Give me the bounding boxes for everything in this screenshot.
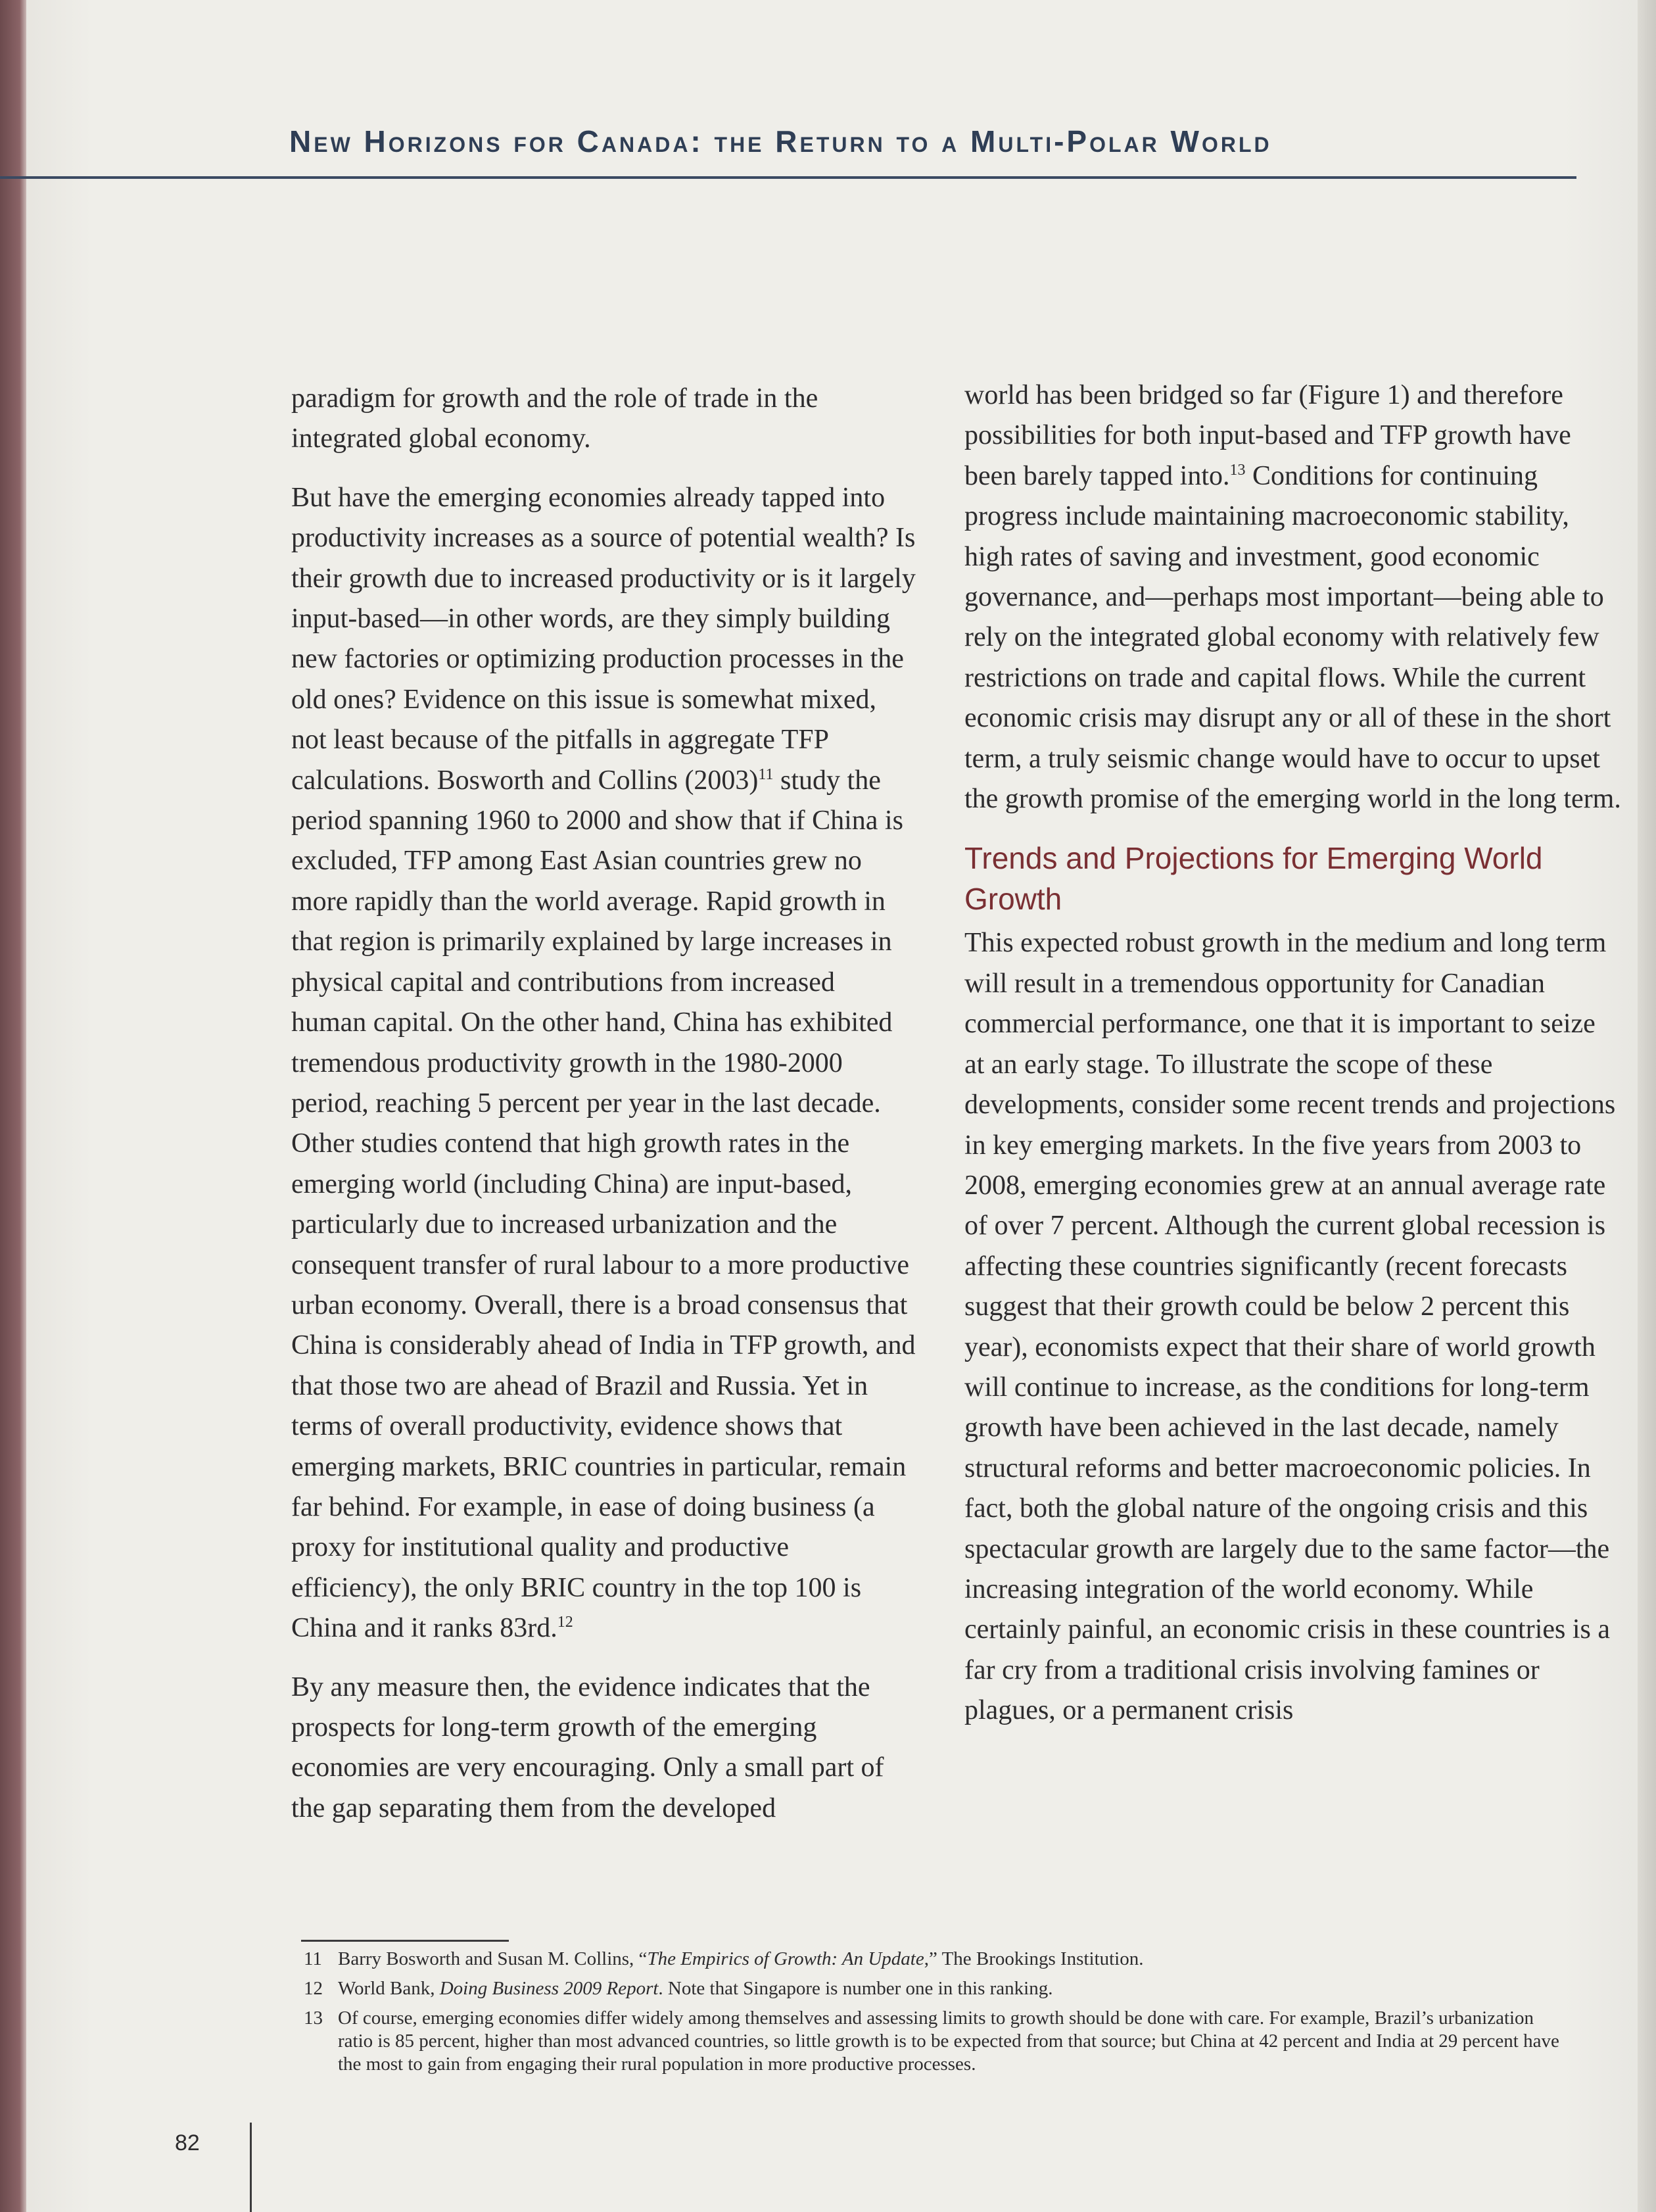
footnote-text: Of course, emerging economies differ widely among themselves and assessing limits to growth should be done with care. For example, Brazil’s urbanization ratio is 85 percent, higher than most advanced countries, so little growth is to be expected from that source; but China at 42 percent and India at 29 percent have the most to gain from engaging their rural population in more productive processes. [338,2008,1559,2075]
paragraph-text: world has been bridged so far (Figure 1) and therefore possibilities for both input-based and TFP growth have been barely tapped into. [964,380,1571,491]
paragraph-text: This expected robust growth in the medium and long term will result in a tremendous opportunity for Canadian commercial performance, one that it is important to seize at an early stage. To illustrate the scope of these developments, consider some recent trends and projections in key emerging markets. In the five years from 2003 to 2008, emerging economies grew at an annual average rate of over 7 percent. Although the current global recession is affecting these countries significantly (recent forecasts suggest that their growth could be below 2 percent this year), economists expect that their share of world growth will continue to increase, as the conditions for long-term growth have been achieved in the last decade, namely structural reforms and better macroeconomic policies. In fact, both the global nature of the ongoing crisis and this spectacular growth are largely due to the same factor—the increasing integration of the world economy. While certainly painful, an economic crisis in these countries is a far cry from a traditional crisis involving famines or plagues, or a permanent crisis [964,928,1616,1726]
footnote [304,1948,1566,1971]
footnote [304,2007,1566,2076]
footnote-ref-12: 12 [557,1614,573,1631]
paragraph [291,1668,916,1829]
paragraph-text: paradigm for growth and the role of trade in the integrated global economy. [291,383,818,454]
page-edge [1638,0,1656,2212]
book-spine [0,0,26,2212]
paragraph [964,375,1622,819]
paragraph-text: By any measure then, the evidence indicates that the prospects for long-term growth of the emerging economies are very encouraging. Only a small part of the gap separating them from the developed [291,1671,884,1823]
right-column [964,375,1622,1750]
footnote [304,1977,1566,2000]
footnote-rule [301,1940,509,1942]
footnote-number: 13 [304,2008,323,2029]
footnote-title: The Empirics of Growth: An Update [647,1948,924,1969]
paragraph [291,478,916,1649]
section-heading: Trends and Projections for Emerging World Growth [964,841,1543,917]
footnote-ref-13: 13 [1229,461,1246,479]
paragraph [964,923,1622,1731]
paragraph [291,379,916,460]
running-head: New Horizons for Canada: the Return to a Multi-Polar World [289,124,1272,158]
footnote-text: World Bank, Doing Business 2009 Report. Note that Singapore is number one in this ranking. [338,1978,1053,1999]
page-number: 82 [175,2130,200,2155]
paragraph-text: But have the emerging economies already tapped into productivity increases as a source of potential wealth? Is their growth due to increased productivity or is it largely input-based—in other words, are they simply building new factories or optimizing production processes in the old ones? Evidence on this issue is somewhat mixed, not least because of the pitfalls in aggregate TFP calculations. Bosworth and Collins (2003) [291,482,916,796]
header-rule [0,176,1576,179]
left-column [291,379,916,1847]
paragraph-text: Conditions for continuing progress include maintaining macroeconomic stability, high rates of saving and investment, good economic governance, and—perhaps most important—being able to rely on the integrated global economy with relatively few restrictions on trade and capital flows. While the current economic crisis may disrupt any or all of these in the short term, a truly seismic change would have to occur to upset the growth promise of the emerging world in the long term. [964,460,1621,815]
footnote-title: Doing Business 2009 Report [439,1978,659,1999]
paragraph-text: study the period spanning 1960 to 2000 and show that if China is excluded, TFP among East Asian countries grew no more rapidly than the world average. Rapid growth in that region is primarily explained by large increases in physical capital and contributions from increased human capital. On the other hand, China has exhibited tremendous productivity growth in the 1980-2000 period, reaching 5 percent per year in the last decade. Other studies contend that high growth rates in the emerging world (including China) are input-based, particularly due to increased urbanization and the consequent transfer of rural labour to a more productive urban economy. Overall, there is a broad consensus that China is considerably ahead of India in TFP growth, and that those two are ahead of Brazil and Russia. Yet in terms of overall productivity, evidence shows that emerging markets, BRIC countries in particular, remain far behind. For example, in ease of doing business (a proxy for institutional quality and productive efficiency), the only BRIC country in the top 100 is China and it ranks 83rd. [291,765,916,1644]
footnote-number: 11 [304,1948,322,1969]
footnote-ref-11: 11 [758,765,774,783]
footnote-number: 12 [304,1978,323,1999]
footnote-text: Barry Bosworth and Susan M. Collins, “The Empirics of Growth: An Update,” The Brookings Institution. [338,1948,1144,1969]
footnotes [304,1948,1566,2082]
page-number-rule [250,2123,252,2212]
